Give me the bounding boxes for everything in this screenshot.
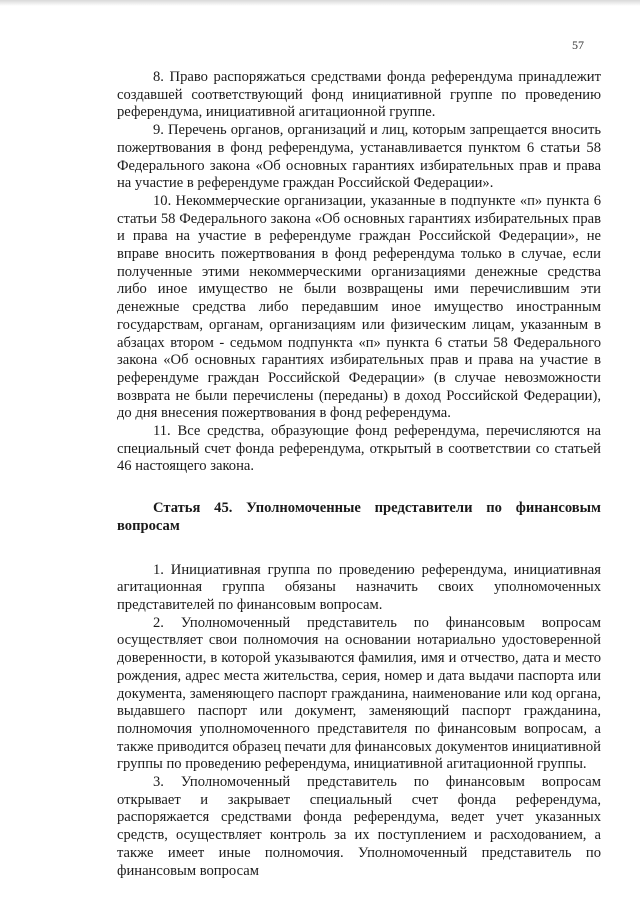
paragraph-45-1: 1. Инициативная группа по проведению референдума, инициативная агитационная группа обязаны назначить своих уполномоченных представителей по финансовым вопросам. [117, 561, 601, 613]
paragraph-45-2: 2. Уполномоченный представитель по финансовым вопросам осуществляет свои полномочия на основании нотариально удостоверенной доверенности, в которой указываются фамилия, имя и отчество, дата и место рождения, адрес места жительства, серия, номер и дата выдачи паспорта или документа, заменяющего паспорт гражданина, наименование или код органа, выдавшего паспорт или документ, заменяющий паспорт гражданина, полномочия уполномоченного представителя по финансовым вопросам, а также приводится образец печати для финансовых документов инициативной группы по проведению референдума, инициативной агитационной группы. [117, 614, 601, 773]
paragraph-45-3: 3. Уполномоченный представитель по финансовым вопросам открывает и закрывает специальный счет фонда референдума, распоряжается средствами фонда референдума, ведет учет указанных средств, осуществляет контроль за их поступлением и расходованием, а также имеет иные полномочия. Уполномоченный представитель по финансовым вопросам [117, 774, 601, 879]
paragraph-9: 9. Перечень органов, организаций и лиц, которым запрещается вносить пожертвования в фонд референдума, устанавливается пунктом 6 статьи 58 Федерального закона «Об основных гарантиях избирательных прав и права на участие в референдуме граждан Российской Федерации». [117, 122, 601, 192]
scan-top-edge [0, 0, 640, 6]
page-number: 57 [572, 38, 584, 52]
article-heading: Статья 45. Уполномоченные представители по финансовым вопросам [117, 500, 601, 534]
paragraph-10: 10. Некоммерческие организации, указанные в подпункте «п» пункта 6 статьи 58 Федерального закона «Об основных гарантиях избирательных прав и права на участие в референдуме граждан Российской Федерации», не вправе вносить пожертвования в фонд референдума только в случае, если полученные этими некоммерческими организациями денежные средства либо иное имущество не были возвращены ими перечислившим эти денежные средства либо передавшим иное имущество иностранным государствам, органам, организациям или физическим лицам, указанным в абзацах втором - седьмом подпункта «п» пункта 6 статьи 58 Федерального закона «Об основных гарантиях избирательных прав и права на участие в референдуме граждан Российской Федерации» (в случае невозможности возврата не были перечислены (переданы) в доход Российской Федерации), до дня внесения пожертвования в фонд референдума. [117, 192, 601, 422]
paragraph-11: 11. Все средства, образующие фонд референдума, перечисляются на специальный счет фонда референдума, открытый в соответствии со статьей 46 настоящего закона. [117, 423, 601, 475]
paragraph-8: 8. Право распоряжаться средствами фонда референдума принадлежит создавшей соответствующий фонд инициативной группе по проведению референдума, инициативной агитационной группе. [117, 69, 601, 121]
document-body [117, 69, 601, 880]
